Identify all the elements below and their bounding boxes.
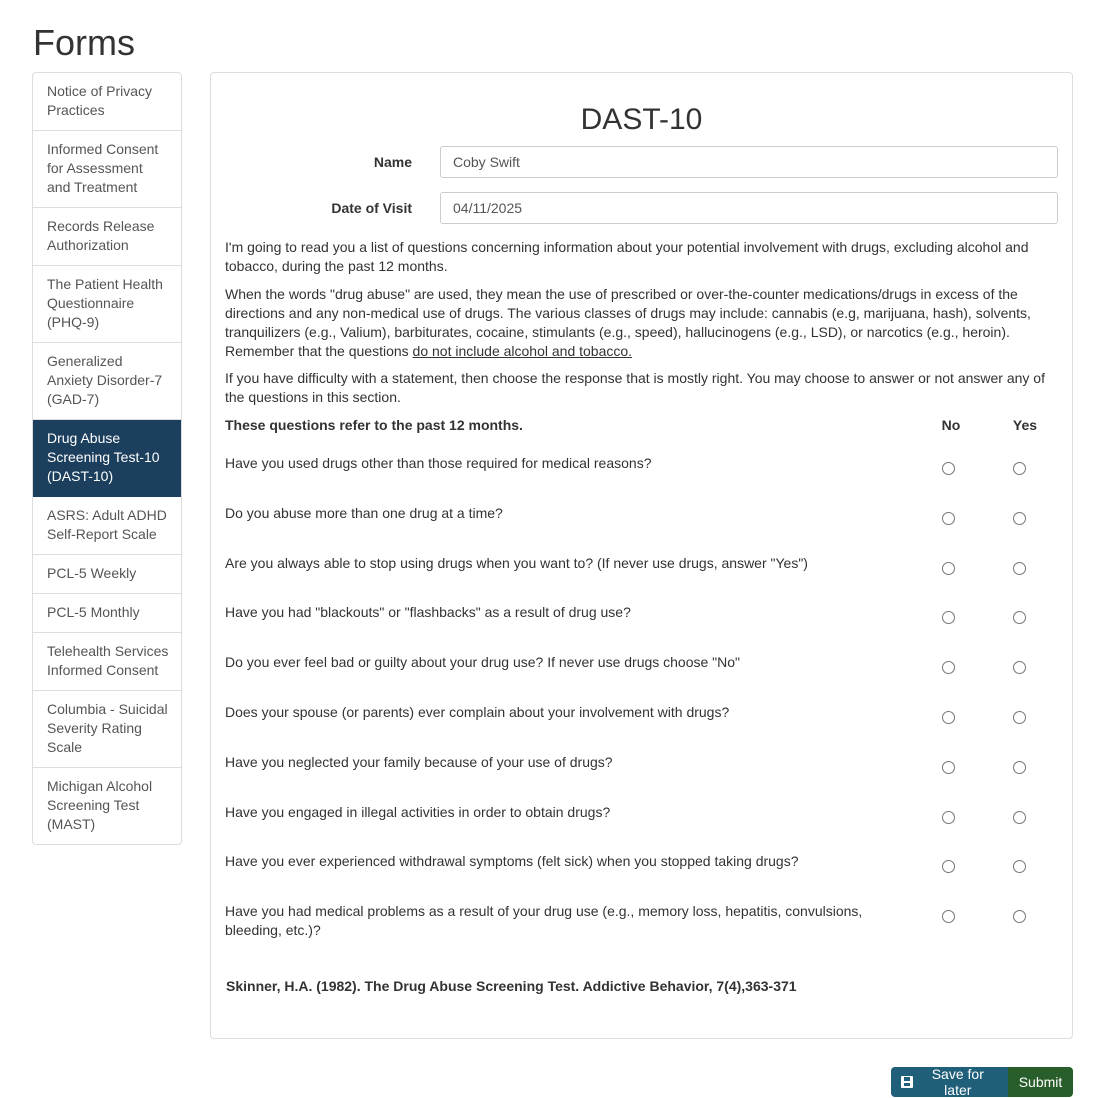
question-text: Have you engaged in illegal activities in order to obtain drugs? bbox=[225, 803, 611, 820]
sidebar-item-phq9[interactable]: The Patient Health Questionnaire (PHQ-9) bbox=[33, 266, 181, 343]
page-title: Forms bbox=[33, 22, 135, 63]
sidebar-item-dast10[interactable]: Drug Abuse Screening Test-10 (DAST-10) bbox=[33, 420, 181, 497]
questions-header: These questions refer to the past 12 months. bbox=[225, 417, 523, 433]
question-text: Have you used drugs other than those required for medical reasons? bbox=[225, 455, 652, 471]
yes-radio[interactable] bbox=[1013, 512, 1026, 525]
save-icon bbox=[901, 1076, 913, 1088]
no-radio[interactable] bbox=[942, 761, 955, 774]
no-radio[interactable] bbox=[942, 910, 955, 923]
intro-paragraph-2-text: When the words "drug abuse" are used, they mean the use of prescribed or over-the-counter medications/drugs in excess of the directions and any non-medical use of drugs. The various classes of drugs may include: cannabis (e.g, marijuana, hash), solvents, tranquilizers (e.g., Valium), barbiturates, cocaine, stimulants (e.g., speed), hallucinogens (e.g., LSD), or narcotics (e.g., heroin). Remember that the questions bbox=[225, 286, 1031, 359]
yes-radio[interactable] bbox=[1013, 462, 1026, 475]
no-radio[interactable] bbox=[942, 462, 955, 475]
yes-radio[interactable] bbox=[1013, 811, 1026, 824]
name-input[interactable] bbox=[440, 146, 1058, 178]
question-text: Do you abuse more than one drug at a time? bbox=[225, 504, 503, 521]
question-text: Does your spouse (or parents) ever complain about your involvement with drugs? bbox=[225, 704, 730, 720]
question-text: Are you always able to stop using drugs when you want to? (If never use drugs, answer "Yes") bbox=[225, 554, 808, 571]
no-radio[interactable] bbox=[942, 562, 955, 575]
yes-radio[interactable] bbox=[1013, 711, 1026, 724]
no-radio[interactable] bbox=[942, 661, 955, 674]
form-title: DAST-10 bbox=[580, 103, 703, 136]
intro-paragraph-2-underlined: do not include alcohol and tobacco. bbox=[412, 343, 633, 359]
no-radio[interactable] bbox=[942, 611, 955, 624]
yes-radio[interactable] bbox=[1013, 910, 1026, 923]
sidebar-item-pcl5-weekly[interactable]: PCL-5 Weekly bbox=[33, 555, 181, 594]
forms-sidebar bbox=[32, 72, 182, 845]
name-label: Name bbox=[373, 154, 412, 170]
sidebar-item-informed-consent[interactable]: Informed Consent for Assessment and Treatment bbox=[33, 131, 181, 208]
sidebar-item-telehealth-consent[interactable]: Telehealth Services Informed Consent bbox=[33, 633, 181, 691]
form-panel bbox=[210, 72, 1073, 1039]
no-radio[interactable] bbox=[942, 711, 955, 724]
date-of-visit-input[interactable] bbox=[440, 192, 1058, 224]
yes-radio[interactable] bbox=[1013, 661, 1026, 674]
question-text: Have you neglected your family because of your use of drugs? bbox=[225, 753, 613, 770]
yes-radio[interactable] bbox=[1013, 562, 1026, 575]
sidebar-item-asrs[interactable]: ASRS: Adult ADHD Self-Report Scale bbox=[33, 497, 181, 555]
sidebar-item-records-release[interactable]: Records Release Authorization bbox=[33, 208, 181, 266]
sidebar-item-gad7[interactable]: Generalized Anxiety Disorder-7 (GAD-7) bbox=[33, 343, 181, 420]
save-for-later-label: Save for later bbox=[931, 1066, 984, 1098]
save-for-later-button[interactable] bbox=[891, 1067, 1008, 1097]
yes-radio[interactable] bbox=[1013, 761, 1026, 774]
citation: Skinner, H.A. (1982). The Drug Abuse Screening Test. Addictive Behavior, 7(4),363-371 bbox=[226, 978, 797, 994]
no-radio[interactable] bbox=[942, 860, 955, 873]
sidebar-item-privacy-notice[interactable]: Notice of Privacy Practices bbox=[33, 73, 181, 131]
yes-column-header: Yes bbox=[1012, 417, 1038, 433]
sidebar-item-columbia-ssrs[interactable]: Columbia - Suicidal Severity Rating Scale bbox=[33, 691, 181, 768]
intro-paragraph-1: I'm going to read you a list of questions concerning information about your potential involvement with drugs, excluding alcohol and tobacco, during the past 12 months. bbox=[225, 239, 1029, 274]
question-text: Have you ever experienced withdrawal symptoms (felt sick) when you stopped taking drugs? bbox=[225, 853, 799, 870]
no-radio[interactable] bbox=[942, 512, 955, 525]
no-column-header: No bbox=[941, 417, 961, 433]
submit-button[interactable]: Submit bbox=[1008, 1067, 1073, 1097]
no-radio[interactable] bbox=[942, 811, 955, 824]
yes-radio[interactable] bbox=[1013, 611, 1026, 624]
intro-paragraph-3: If you have difficulty with a statement, then choose the response that is mostly right. You may choose to answer or not answer any of the questions in this section. bbox=[225, 370, 1045, 405]
date-of-visit-label: Date of Visit bbox=[331, 200, 412, 216]
sidebar-item-mast[interactable]: Michigan Alcohol Screening Test (MAST) bbox=[47, 778, 153, 832]
question-text: Have you had "blackouts" or "flashbacks" as a result of drug use? bbox=[225, 604, 631, 621]
question-text: Do you ever feel bad or guilty about your drug use? If never use drugs choose "No" bbox=[225, 654, 741, 671]
sidebar-item-pcl5-monthly[interactable]: PCL-5 Monthly bbox=[33, 594, 181, 633]
intro-paragraph-2 bbox=[225, 285, 1060, 361]
question-text: Have you had medical problems as a result of your drug use (e.g., memory loss, hepatitis, convulsions, bleeding, etc.)? bbox=[225, 903, 863, 939]
yes-radio[interactable] bbox=[1013, 860, 1026, 873]
